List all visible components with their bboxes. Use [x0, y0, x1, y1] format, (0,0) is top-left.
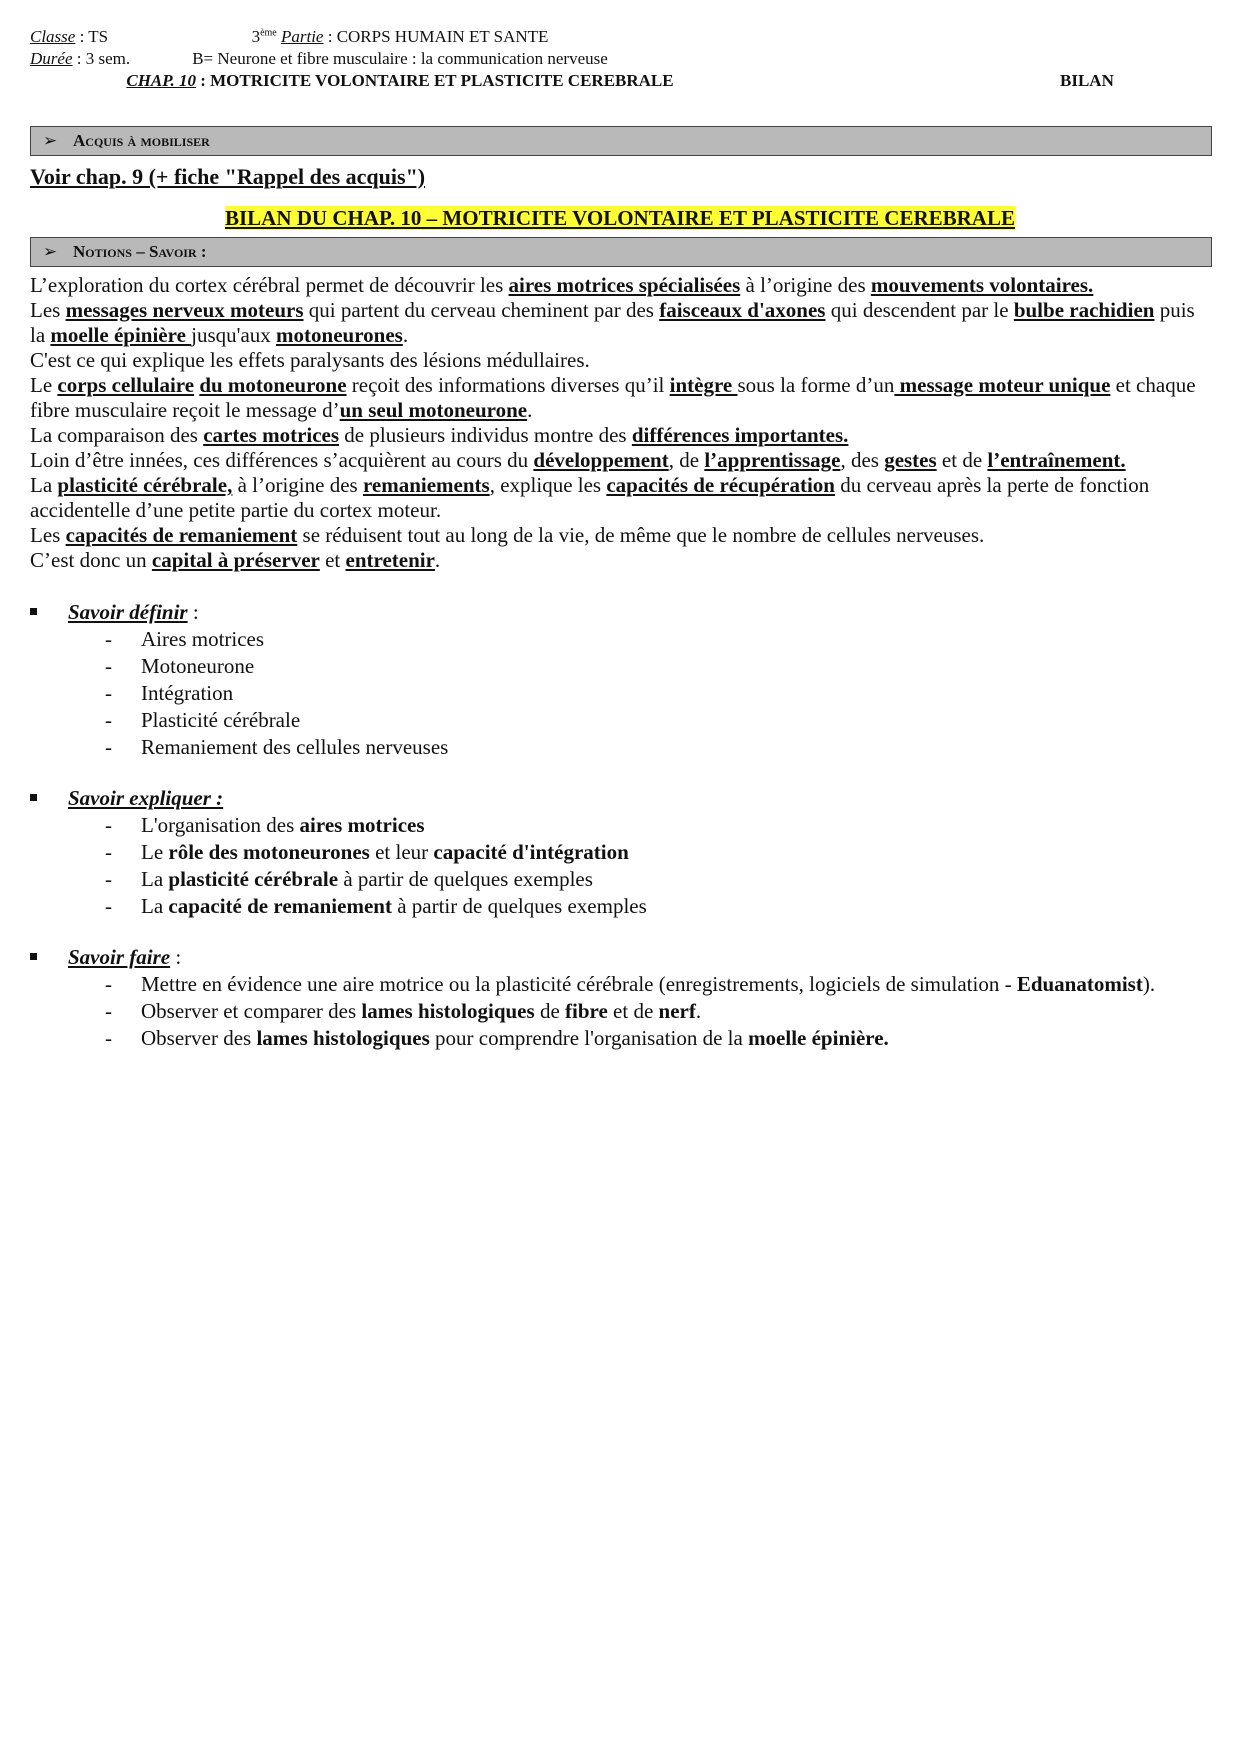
- arrow-icon: ➢: [43, 131, 58, 150]
- voir-chap: Voir chap. 9 (+ fiche "Rappel des acquis"): [30, 164, 426, 189]
- square-bullet-icon: [30, 794, 37, 801]
- square-bullet-icon: [30, 608, 37, 615]
- paragraph: La comparaison des cartes motrices de plusieurs individus montre des différences importantes.: [30, 423, 849, 447]
- arrow-icon: ➢: [43, 242, 58, 261]
- partie-value: : CORPS HUMAIN ET SANTE: [323, 27, 549, 46]
- savoir-expliquer-list: [30, 812, 1210, 920]
- classe-value: : TS: [75, 27, 109, 46]
- partie-number: 3: [251, 27, 261, 46]
- savoir-faire-list: [30, 971, 1210, 1052]
- document-header: [30, 26, 1210, 98]
- paragraph: C’est donc un capital à préserver et entretenir.: [30, 548, 441, 572]
- notions-title: Notions – Savoir :: [73, 242, 207, 261]
- list-item: - L'organisation des aires motrices: [105, 813, 425, 837]
- paragraph: Le corps cellulaire du motoneurone reçoit des informations diverses qu’il intègre sous la forme d’un message moteur unique et chaque fibre musculaire reçoit le message d’un seul motoneurone.: [30, 373, 1196, 422]
- chap-value: : MOTRICITE VOLONTAIRE ET PLASTICITE CEREBRALE: [195, 71, 674, 90]
- savoir-expliquer-heading: Savoir expliquer :: [30, 785, 1210, 812]
- list-item: - La plasticité cérébrale à partir de quelques exemples: [105, 867, 593, 891]
- list-item: - Motoneurone: [105, 654, 255, 678]
- list-item: - Intégration: [105, 681, 234, 705]
- classe-label: Classe: [30, 27, 76, 46]
- savoir-definir-section: [30, 599, 1210, 761]
- list-item: - Aires motrices: [105, 627, 265, 651]
- savoir-definir-list: [30, 626, 1210, 761]
- acquis-bar: [30, 126, 1212, 156]
- paragraph: Les capacités de remaniement se réduisent tout au long de la vie, de même que le nombre de cellules nerveuses.: [30, 523, 985, 547]
- acquis-title: Acquis à mobiliser: [73, 131, 210, 150]
- paragraph: Les messages nerveux moteurs qui partent du cerveau cheminent par des faisceaux d'axones qui descendent par le bulbe rachidien puis la moelle épinière jusqu'aux motoneurones.: [30, 298, 1195, 347]
- duree-value: : 3 sem.: [72, 49, 131, 68]
- paragraph: Loin d’être innées, ces différences s’acquièrent au cours du développement, de l’apprentissage, des gestes et de l’entraînement.: [30, 448, 1126, 472]
- header-center: [30, 26, 770, 92]
- duree-label: Durée: [30, 49, 73, 68]
- sous-partie: B= Neurone et fibre musculaire : la communication nerveuse: [192, 49, 608, 68]
- paragraph: La plasticité cérébrale, à l’origine des remaniements, explique les capacités de récupération du cerveau après la perte de fonction accidentelle d’une petite partie du cortex moteur.: [30, 473, 1150, 522]
- square-bullet-icon: [30, 953, 37, 960]
- notions-bar: [30, 237, 1212, 267]
- list-item: - Plasticité cérébrale: [105, 708, 301, 732]
- bilan-title: BILAN DU CHAP. 10 – MOTRICITE VOLONTAIRE ET PLASTICITE CEREBRALE: [225, 206, 1015, 230]
- savoir-definir-heading: Savoir définir :: [30, 599, 1210, 626]
- list-item: - Observer et comparer des lames histologiques de fibre et de nerf.: [105, 999, 702, 1023]
- bilan-label: BILAN: [1060, 71, 1114, 90]
- notions-text: [30, 273, 1210, 573]
- chap-label: CHAP. 10: [126, 71, 196, 90]
- document-page: [30, 26, 1210, 1052]
- list-item: - Remaniement des cellules nerveuses: [105, 735, 449, 759]
- list-item: - La capacité de remaniement à partir de quelques exemples: [105, 894, 647, 918]
- savoir-expliquer-section: [30, 785, 1210, 920]
- list-item: - Observer des lames histologiques pour comprendre l'organisation de la moelle épinière.: [105, 1026, 889, 1050]
- list-item: - Le rôle des motoneurones et leur capacité d'intégration: [105, 840, 629, 864]
- paragraph: C'est ce qui explique les effets paralysants des lésions médullaires.: [30, 348, 590, 372]
- savoir-faire-section: [30, 944, 1210, 1052]
- list-item: - Mettre en évidence une aire motrice ou la plasticité cérébrale (enregistrements, logiciels de simulation - Eduanatomist).: [105, 972, 1156, 996]
- savoir-faire-heading: Savoir faire :: [30, 944, 1210, 971]
- partie-label: Partie: [280, 27, 324, 46]
- partie-sup: ème: [260, 27, 277, 39]
- paragraph: L’exploration du cortex cérébral permet de découvrir les aires motrices spécialisées à l’origine des mouvements volontaires.: [30, 273, 1094, 297]
